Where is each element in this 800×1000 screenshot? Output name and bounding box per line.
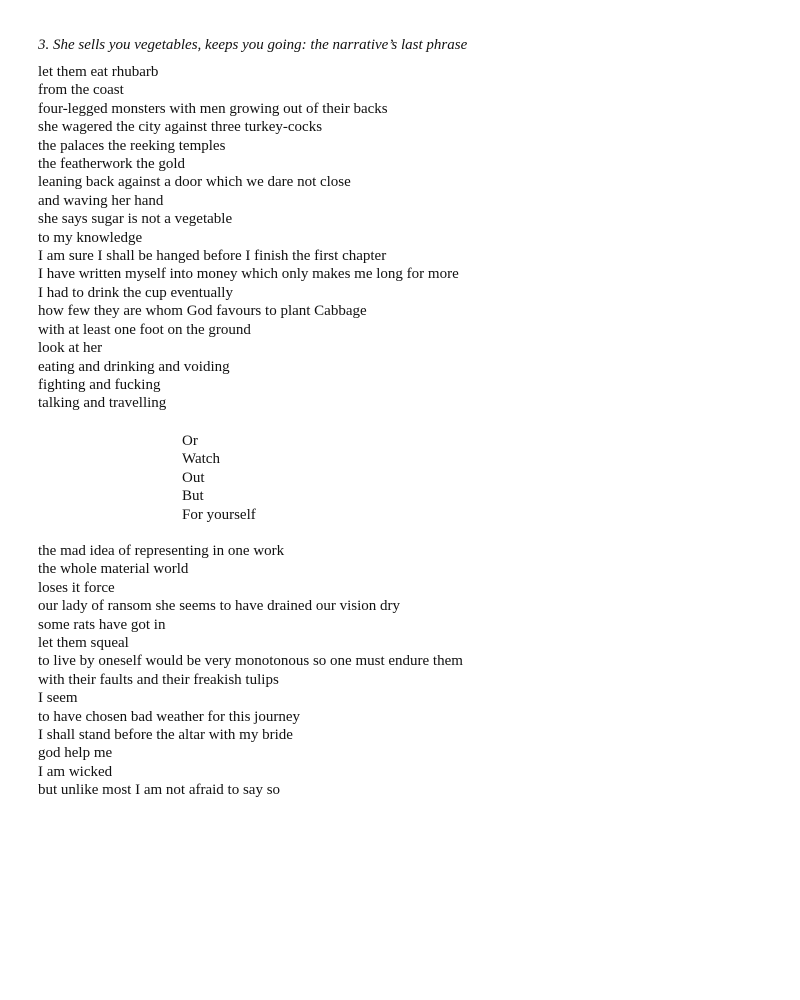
- poem-line: let them eat rhubarb: [38, 64, 159, 80]
- stanza-1: [38, 63, 459, 413]
- poem-line: But: [182, 488, 204, 505]
- poem-line: to have chosen bad weather for this journey: [38, 708, 300, 725]
- poem-line: Watch: [182, 451, 220, 468]
- poem-line: and waving her hand: [38, 192, 164, 209]
- poem-line: four-legged monsters with men growing out of their backs: [38, 100, 388, 117]
- poem-line: I shall stand before the altar with my bride: [38, 727, 293, 744]
- poem-line: to my knowledge: [38, 229, 143, 246]
- poem-line: the mad idea of representing in one work: [38, 543, 285, 559]
- poem-line: I am sure I shall be hanged before I finish the first chapter: [38, 248, 387, 265]
- poem-line: the featherwork the gold: [38, 156, 186, 173]
- poem-line: loses it force: [38, 579, 115, 596]
- poem-line: look at her: [38, 340, 103, 357]
- stanza-2-indented: [182, 432, 256, 524]
- poem-line: I had to drink the cup eventually: [38, 284, 233, 301]
- poem-line: fighting and fucking: [38, 376, 161, 393]
- poem-line: let them squeal: [38, 635, 129, 652]
- poem-line: how few they are whom God favours to plant Cabbage: [38, 303, 367, 320]
- poem-line: she says sugar is not a vegetable: [38, 211, 233, 228]
- poem-line: from the coast: [38, 82, 124, 99]
- poem-line: I seem: [38, 690, 78, 707]
- poem-title: 3. She sells you vegetables, keeps you going: the narrative’s last phrase: [38, 37, 468, 53]
- poem-line: talking and travelling: [38, 395, 167, 412]
- poem-line: I am wicked: [38, 763, 113, 780]
- poem-line: she wagered the city against three turkey-cocks: [38, 119, 323, 136]
- poem-line: leaning back against a door which we dare not close: [38, 174, 351, 191]
- stanza-3: [38, 542, 463, 800]
- poem-line: with their faults and their freakish tulips: [38, 671, 279, 688]
- poem-line: eating and drinking and voiding: [38, 358, 230, 375]
- poem-line: to live by oneself would be very monotonous so one must endure them: [38, 653, 463, 670]
- poem-line: the palaces the reeking temples: [38, 137, 226, 154]
- poem-line: god help me: [38, 745, 113, 762]
- poem-line: Or: [182, 433, 198, 449]
- poem-line: I have written myself into money which only makes me long for more: [38, 266, 459, 283]
- poem-line: with at least one foot on the ground: [38, 321, 251, 338]
- poem-line: Out: [182, 469, 205, 486]
- poem-line: the whole material world: [38, 561, 189, 578]
- poem-line: For yourself: [182, 506, 256, 523]
- poem-line: our lady of ransom she seems to have drained our vision dry: [38, 598, 400, 615]
- poem-line: some rats have got in: [38, 616, 166, 633]
- poem-line: but unlike most I am not afraid to say so: [38, 782, 281, 799]
